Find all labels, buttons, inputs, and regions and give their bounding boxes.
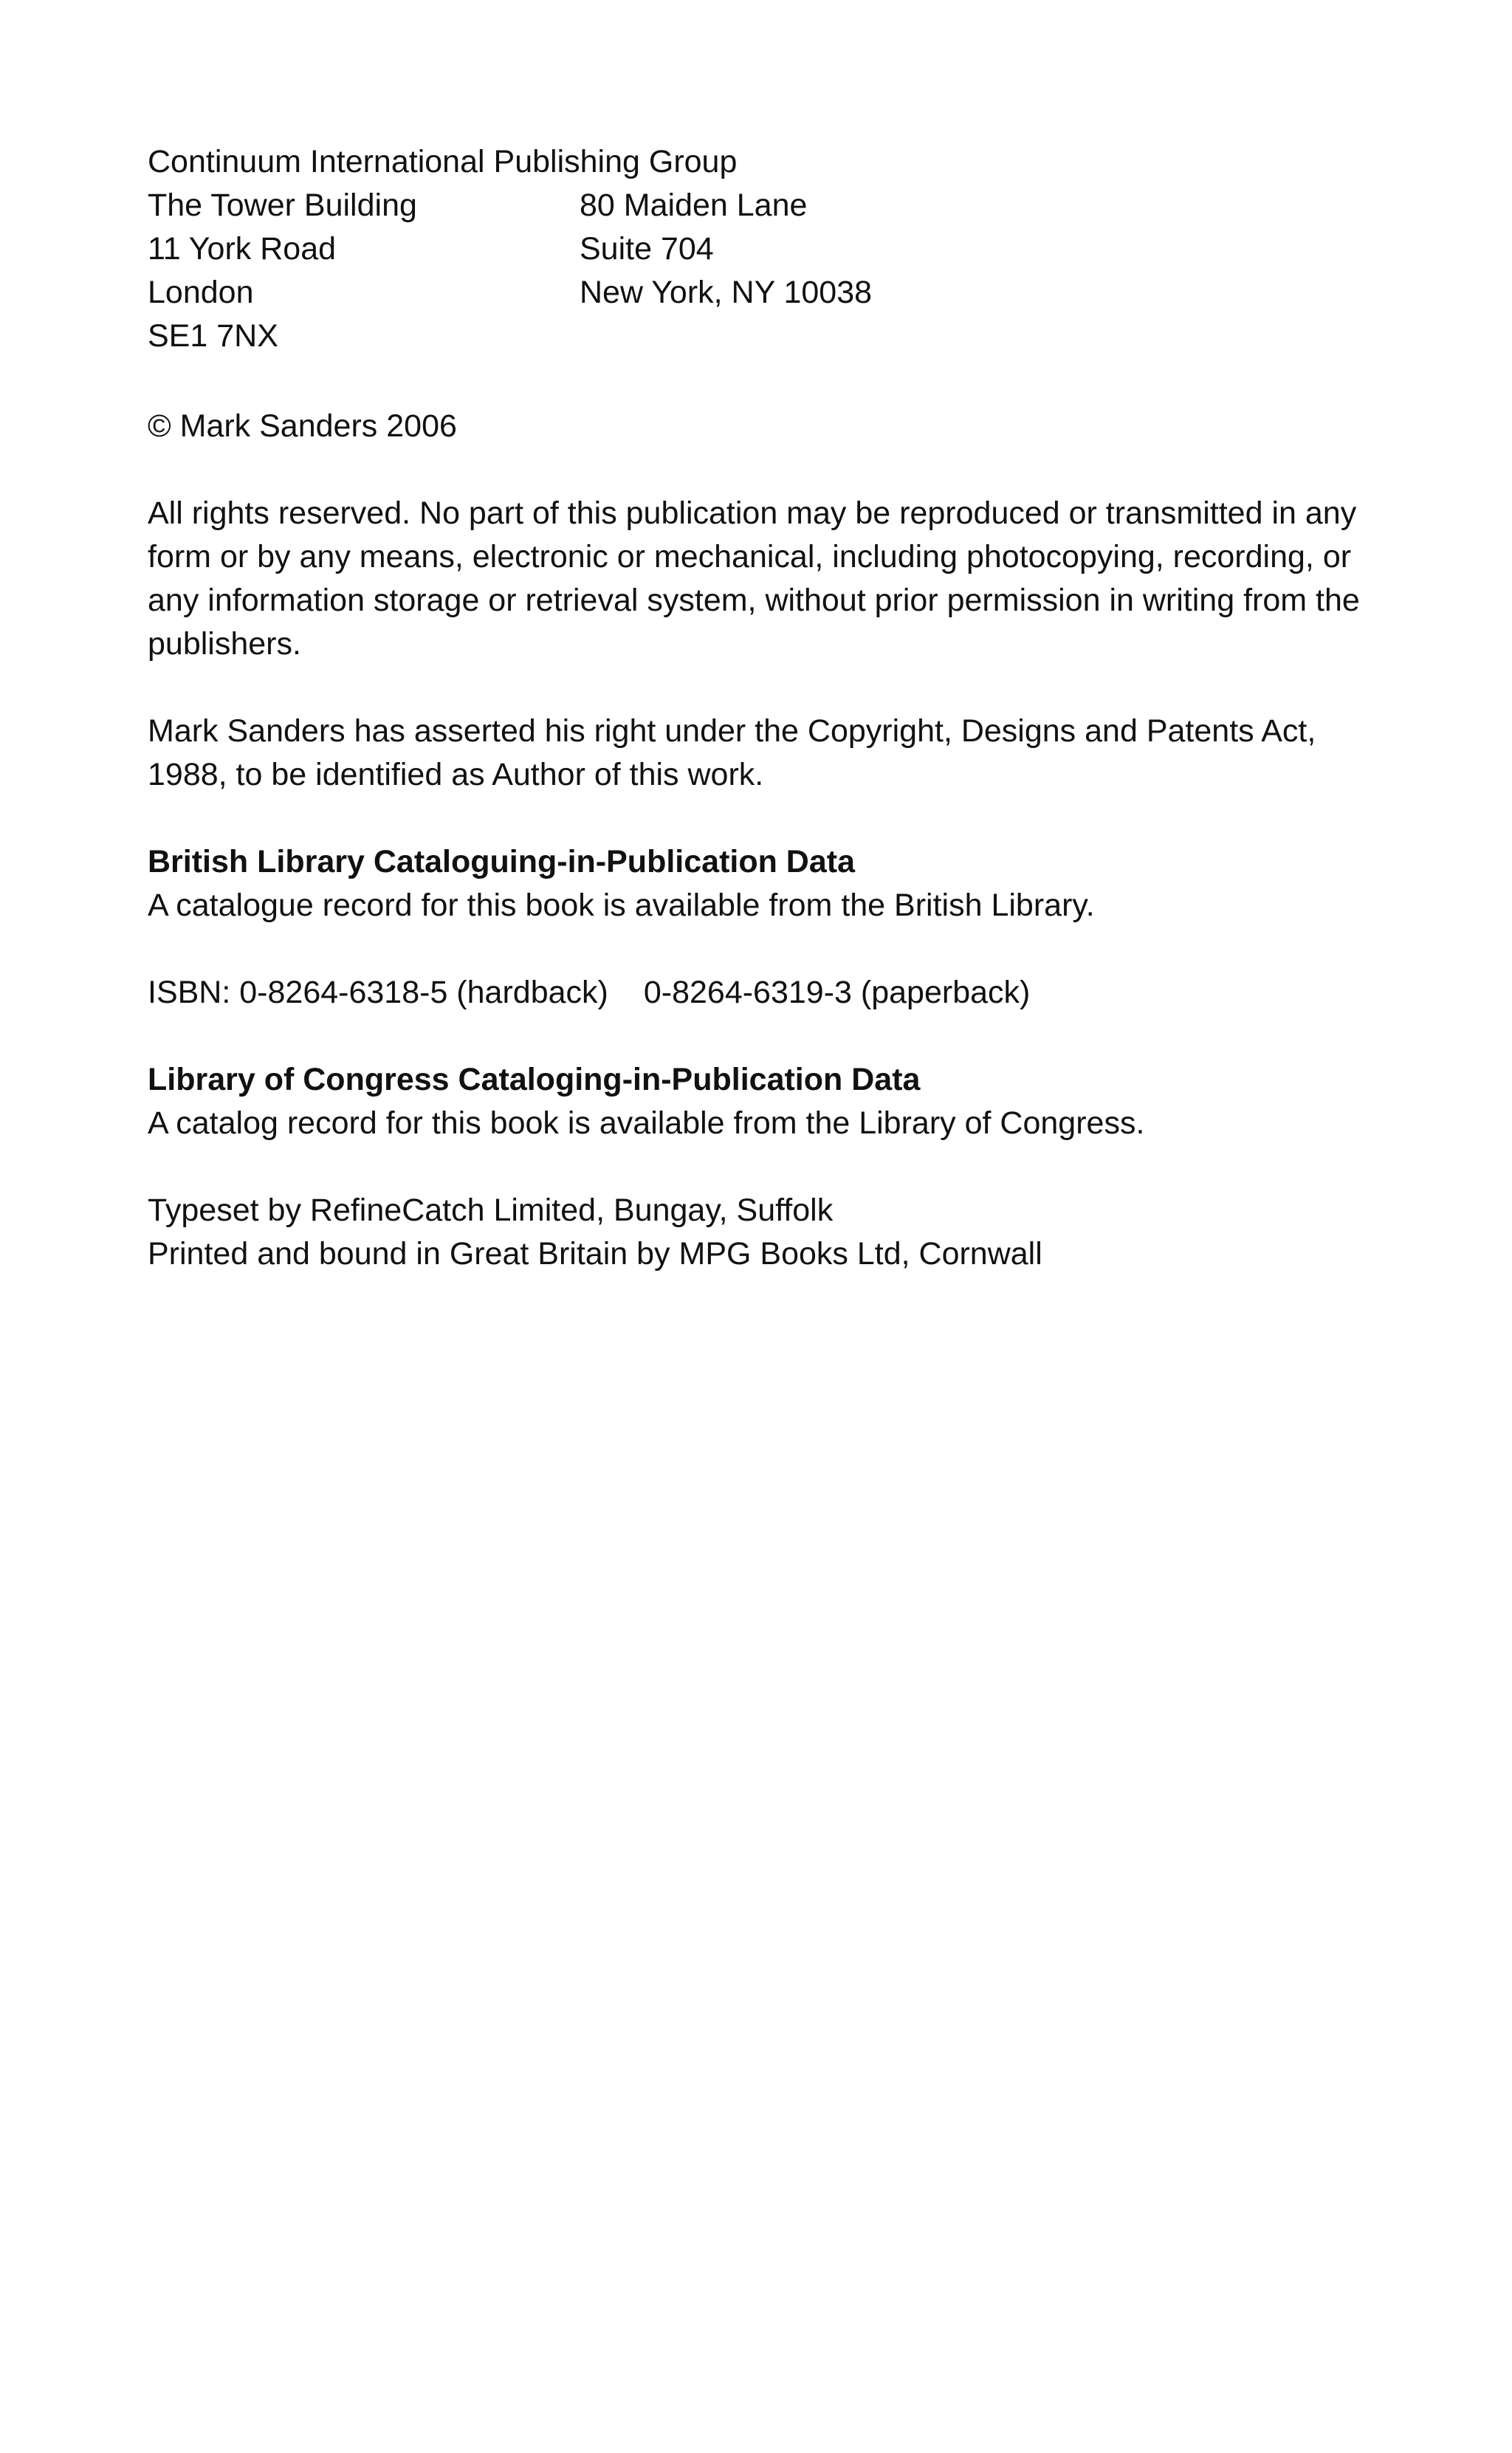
publisher-name: Continuum International Publishing Group <box>148 144 738 179</box>
isbn-line <box>148 971 1388 1015</box>
rights-reserved-paragraph: All rights reserved. No part of this publication may be reproduced or transmitted in any form or by any means, electronic or mechanical, including photocopying, recording, or any information storage or retrieval system, without prior permission in writing from the publishers. <box>148 495 1360 662</box>
copyright-notice: © Mark Sanders 2006 <box>148 408 457 444</box>
us-address-line: 80 Maiden Lane <box>580 188 808 223</box>
uk-address-line: SE1 7NX <box>148 318 278 354</box>
copyright-page <box>148 140 1388 1276</box>
typeset-credit: Typeset by RefineCatch Limited, Bungay, Suffolk <box>148 1193 834 1228</box>
british-library-text: A catalogue record for this book is available from the British Library. <box>148 888 1095 923</box>
us-address <box>580 184 872 315</box>
library-of-congress-heading: Library of Congress Cataloging-in-Publication Data <box>148 1062 921 1097</box>
printing-credit: Printed and bound in Great Britain by MPG Books Ltd, Cornwall <box>148 1236 1042 1272</box>
uk-address-line: The Tower Building <box>148 188 417 223</box>
british-library-section <box>148 840 1388 927</box>
uk-address-line: 11 York Road <box>148 231 337 267</box>
colophon <box>148 1189 1388 1276</box>
british-library-heading: British Library Cataloguing-in-Publication Data <box>148 844 856 879</box>
us-address-line: New York, NY 10038 <box>580 275 873 310</box>
uk-address <box>148 184 417 358</box>
library-of-congress-text: A catalog record for this book is available from the Library of Congress. <box>148 1105 1145 1141</box>
uk-address-line: London <box>148 275 254 310</box>
publisher-address-block <box>148 140 1388 362</box>
library-of-congress-section <box>148 1058 1388 1145</box>
author-assertion-paragraph: Mark Sanders has asserted his right under the Copyright, Designs and Patents Act, 1988, to be identified as Author of this work. <box>148 713 1316 792</box>
isbn-hardback: ISBN: 0-8264-6318-5 (hardback) <box>148 975 608 1010</box>
isbn-paperback: 0-8264-6319-3 (paperback) <box>643 975 1031 1010</box>
us-address-line: Suite 704 <box>580 231 714 267</box>
